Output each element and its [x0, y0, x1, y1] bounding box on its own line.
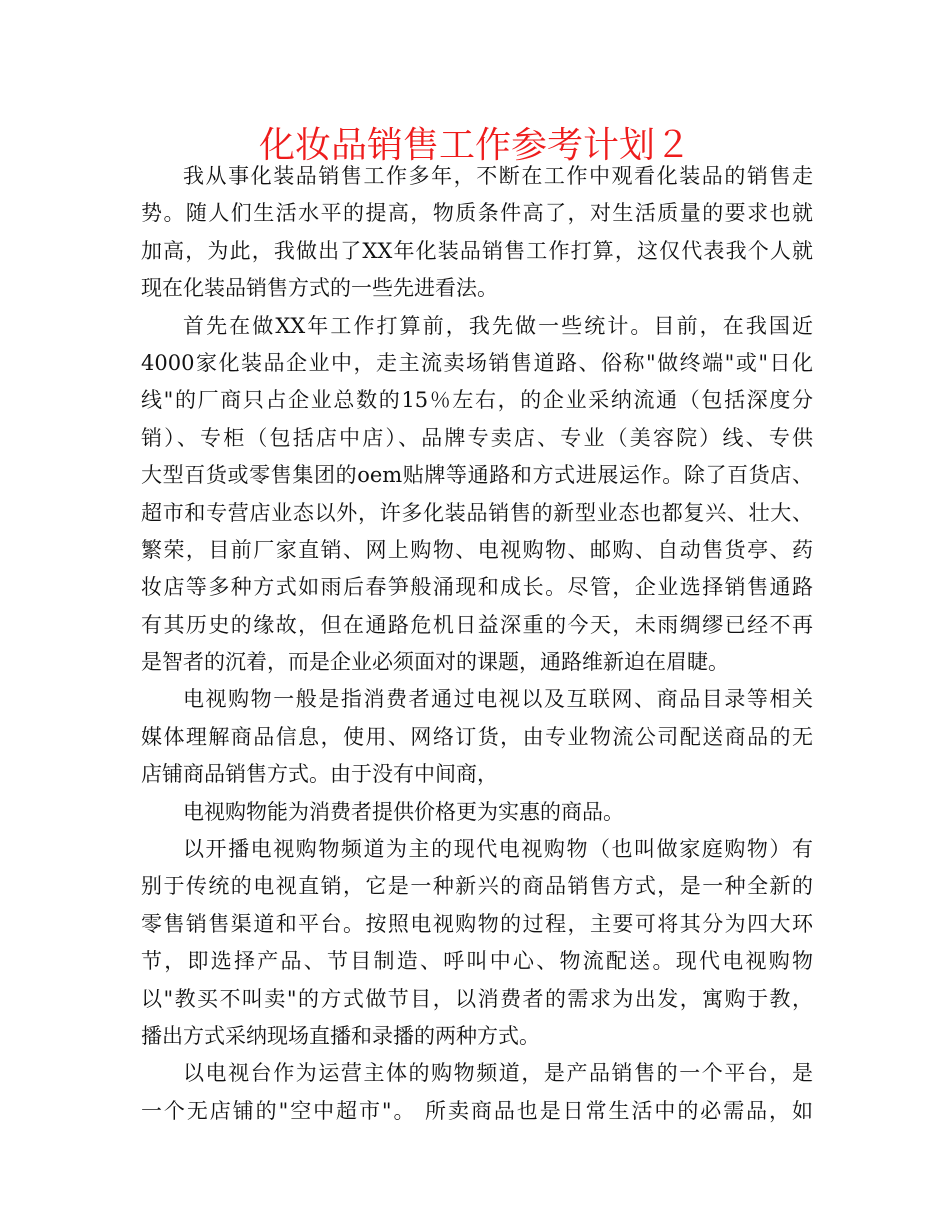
text-line: 电视购物能为消费者提供价格更为实惠的商品。: [183, 799, 624, 824]
text-line: 播出方式采纳现场直播和录播的两种方式。: [141, 1023, 540, 1048]
text-line: 超市和专营店业态以外，许多化装品销售的新型业态也都复兴、壮大、: [141, 500, 813, 525]
text-line: 大型百货或零售集团的oem贴牌等通路和方式进展运作。除了百货店、: [141, 463, 813, 488]
text-line: 以"教买不叫卖"的方式做节目，以消费者的需求为出发，寓购于教，: [141, 986, 813, 1011]
document-body: [141, 158, 813, 1130]
text-line: 现在化装品销售方式的一些先进看法。: [141, 276, 498, 301]
text-line: 是智者的沉着，而是企业必须面对的课题，通路维新迫在眉睫。: [141, 650, 729, 675]
text-line: 以开播电视购物频道为主的现代电视购物（也叫做家庭购物）有: [183, 837, 813, 862]
text-line: 妆店等多种方式如雨后春笋般涌现和成长。尽管，企业选择销售通路: [141, 575, 813, 600]
text-line: 销）、专柜（包括店中店）、品牌专卖店、专业（美容院）线、专供: [141, 425, 813, 450]
text-line: 以电视台作为运营主体的购物频道，是产品销售的一个平台，是: [183, 1061, 813, 1086]
text-line: 电视购物一般是指消费者通过电视以及互联网、商品目录等相关: [183, 687, 813, 712]
text-line: 势。随人们生活水平的提高，物质条件高了，对生活质量的要求也就: [141, 201, 813, 226]
text-line: 加高，为此，我做出了XX年化装品销售工作打算，这仅代表我个人就: [141, 238, 813, 263]
text-line: 繁荣，目前厂家直销、网上购物、电视购物、邮购、自动售货亭、药: [141, 537, 813, 562]
text-line: 我从事化装品销售工作多年，不断在工作中观看化装品的销售走: [183, 164, 813, 188]
text-line: 一个无店铺的"空中超市"。 所卖商品也是日常生活中的必需品，如: [141, 1098, 813, 1123]
text-line: 首先在做XX年工作打算前，我先做一些统计。目前，在我国近: [183, 313, 813, 338]
text-line: 零售销售渠道和平台。按照电视购物的过程，主要可将其分为四大环: [141, 911, 813, 936]
text-line: 节，即选择产品、节目制造、呼叫中心、物流配送。现代电视购物: [141, 949, 813, 974]
text-line: 4000家化装品企业中，走主流卖场销售道路、俗称"做终端"或"日化: [141, 350, 813, 375]
document-title: 化妆品销售工作参考计划２: [258, 125, 691, 166]
text-line: 媒体理解商品信息，使用、网络订货，由专业物流公司配送商品的无: [141, 724, 813, 749]
text-line: 别于传统的电视直销，它是一种新兴的商品销售方式，是一种全新的: [141, 874, 813, 899]
text-line: 店铺商品销售方式。由于没有中间商，: [141, 762, 498, 787]
text-line: 有其历史的缘故，但在通路危机日益深重的今天，未雨绸缪已经不再: [141, 612, 813, 637]
text-line: 线"的厂商只占企业总数的15％左右，的企业采纳流通（包括深度分: [141, 388, 813, 413]
